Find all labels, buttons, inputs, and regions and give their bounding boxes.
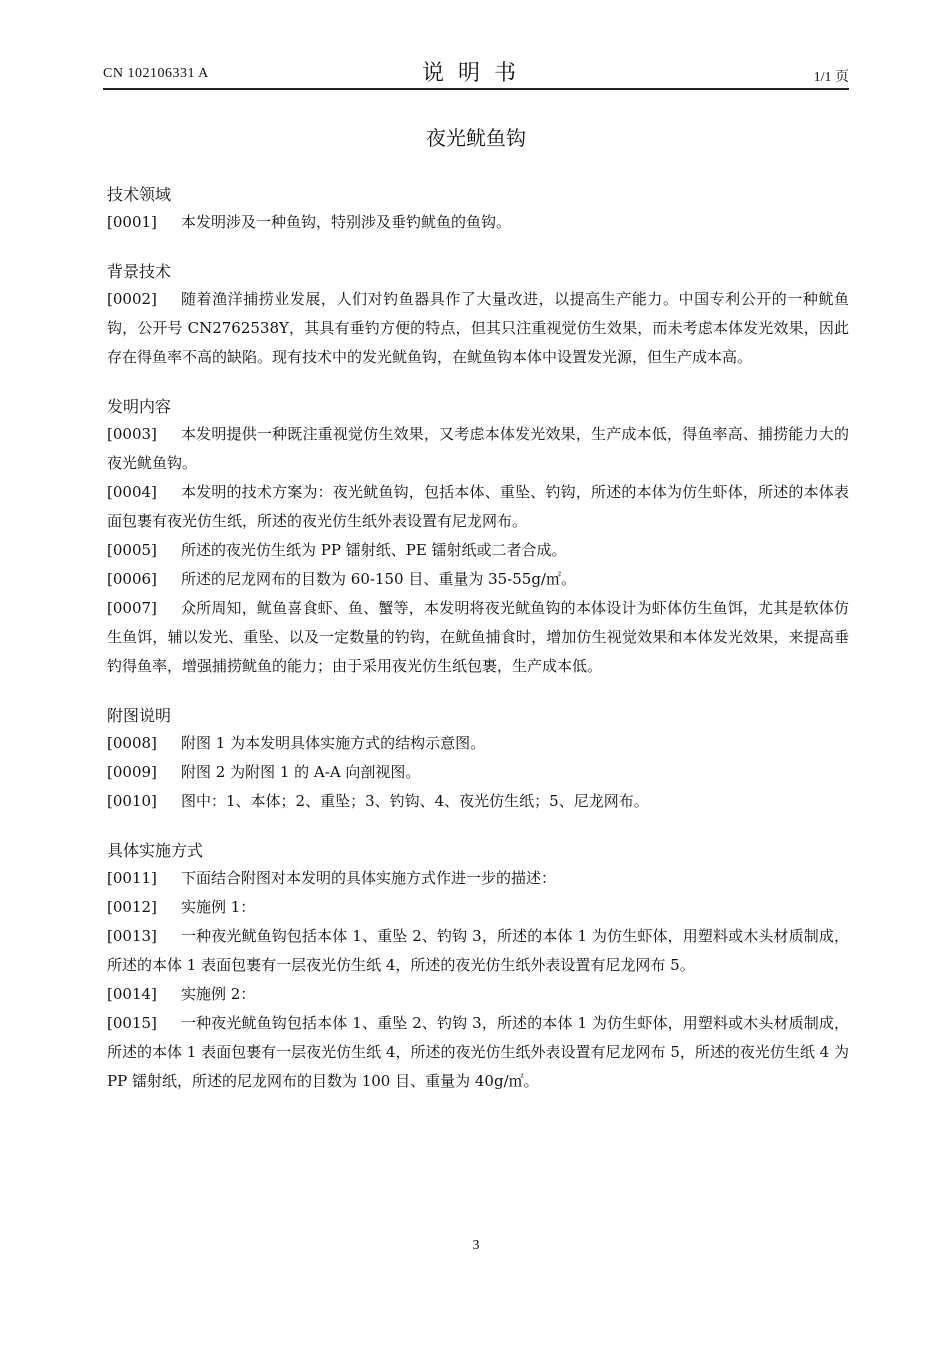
document-title: 夜光鱿鱼钩: [426, 126, 526, 150]
paragraph-text: 所述的夜光仿生纸为 PP 镭射纸、PE 镭射纸或二者合成。: [181, 541, 567, 559]
section: [107, 703, 849, 816]
paragraph: [107, 478, 849, 536]
section: [107, 394, 849, 681]
paragraph-text: 一种夜光鱿鱼钩包括本体 1、重坠 2、钓钩 3，所述的本体 1 为仿生虾体，用塑料或木头材质制成，所述的本体 1 表面包裹有一层夜光仿生纸 4，所述的夜光仿生纸外表设置有尼龙网布 5。: [107, 927, 849, 974]
paragraph-text: 一种夜光鱿鱼钩包括本体 1、重坠 2、钓钩 3，所述的本体 1 为仿生虾体，用塑料或木头材质制成，所述的本体 1 表面包裹有一层夜光仿生纸 4，所述的夜光仿生纸外表设置有尼龙网布 5，所述的夜光仿生纸 4 为 PP 镭射纸，所述的尼龙网布的目数为 100 目、重量为 40g/㎡。: [107, 1014, 849, 1090]
paragraph-text: 本发明涉及一种鱼钩，特别涉及垂钓鱿鱼的鱼钩。: [181, 213, 512, 231]
paragraph: [107, 922, 849, 980]
page-number: 3: [472, 1238, 480, 1253]
section-heading: 发明内容: [107, 397, 172, 416]
paragraph: [107, 594, 849, 681]
paragraph-number: [0008]: [107, 734, 157, 752]
paragraph-text: 本发明提供一种既注重视觉仿生效果，又考虑本体发光效果，生产成本低，得鱼率高、捕捞能力大的夜光鱿鱼钩。: [107, 425, 849, 472]
page-header: [103, 56, 849, 90]
paragraph-number: [0005]: [107, 541, 157, 559]
document-body: [107, 182, 849, 1118]
paragraph-number: [0011]: [107, 869, 157, 887]
paragraph: [107, 980, 849, 1009]
paragraph: [107, 1009, 849, 1096]
paragraph: [107, 536, 849, 565]
paragraph-text: 实施例 2：: [181, 985, 256, 1003]
document-type: 说明书: [421, 61, 530, 86]
section: [107, 838, 849, 1096]
paragraph-number: [0007]: [107, 599, 157, 617]
paragraph-text: 本发明的技术方案为：夜光鱿鱼钩，包括本体、重坠、钓钩，所述的本体为仿生虾体，所述的本体表面包裹有夜光仿生纸，所述的夜光仿生纸外表设置有尼龙网布。: [107, 483, 849, 530]
section-heading: 技术领域: [107, 185, 172, 204]
paragraph-number: [0001]: [107, 213, 157, 231]
page-label: 1/1 页: [813, 70, 849, 85]
paragraph-number: [0003]: [107, 425, 157, 443]
paragraph-number: [0006]: [107, 570, 157, 588]
paragraph-number: [0015]: [107, 1014, 157, 1032]
paragraph-text: 众所周知，鱿鱼喜食虾、鱼、蟹等，本发明将夜光鱿鱼钩的本体设计为虾体仿生鱼饵，尤其是软体仿生鱼饵，辅以发光、重坠、以及一定数量的钓钩，在鱿鱼捕食时，增加仿生视觉效果和本体发光效果，来提高垂钓得鱼率，增强捕捞鱿鱼的能力；由于采用夜光仿生纸包裹，生产成本低。: [107, 599, 849, 675]
paragraph: [107, 758, 849, 787]
paragraph-text: 附图 1 为本发明具体实施方式的结构示意图。: [181, 734, 486, 752]
paragraph: [107, 565, 849, 594]
section-heading: 具体实施方式: [107, 841, 204, 860]
paragraph: [107, 787, 849, 816]
section: [107, 259, 849, 372]
paragraph-text: 图中：1、本体；2、重坠；3、钓钩、4、夜光仿生纸；5、尼龙网布。: [181, 792, 649, 810]
paragraph-text: 实施例 1：: [181, 898, 256, 916]
paragraph-number: [0010]: [107, 792, 157, 810]
section-heading: 附图说明: [107, 706, 172, 725]
paragraph-text: 随着渔洋捕捞业发展，人们对钓鱼器具作了大量改进，以提高生产能力。中国专利公开的一种鱿鱼钩，公开号 CN2762538Y，其具有垂钓方便的特点，但其只注重视觉仿生效果，而未考虑本体发光效果，因此存在得鱼率不高的缺陷。现有技术中的发光鱿鱼钩，在鱿鱼钩本体中设置发光源，但生产成本高。: [107, 290, 849, 366]
publication-number: CN 102106331 A: [103, 66, 209, 81]
paragraph: [107, 729, 849, 758]
paragraph-text: 所述的尼龙网布的目数为 60-150 目、重量为 35-55g/㎡。: [181, 570, 576, 588]
paragraph-text: 下面结合附图对本发明的具体实施方式作进一步的描述：: [181, 869, 557, 887]
paragraph-number: [0002]: [107, 290, 157, 308]
paragraph: [107, 893, 849, 922]
paragraph-number: [0014]: [107, 985, 157, 1003]
paragraph-number: [0013]: [107, 927, 157, 945]
section-heading: 背景技术: [107, 262, 172, 281]
paragraph: [107, 285, 849, 372]
paragraph-number: [0009]: [107, 763, 157, 781]
header-divider: [103, 88, 849, 90]
paragraph: [107, 420, 849, 478]
paragraph-number: [0004]: [107, 483, 157, 501]
paragraph-text: 附图 2 为附图 1 的 A-A 向剖视图。: [181, 763, 421, 781]
paragraph: [107, 208, 849, 237]
paragraph: [107, 864, 849, 893]
paragraph-number: [0012]: [107, 898, 157, 916]
section: [107, 182, 849, 237]
